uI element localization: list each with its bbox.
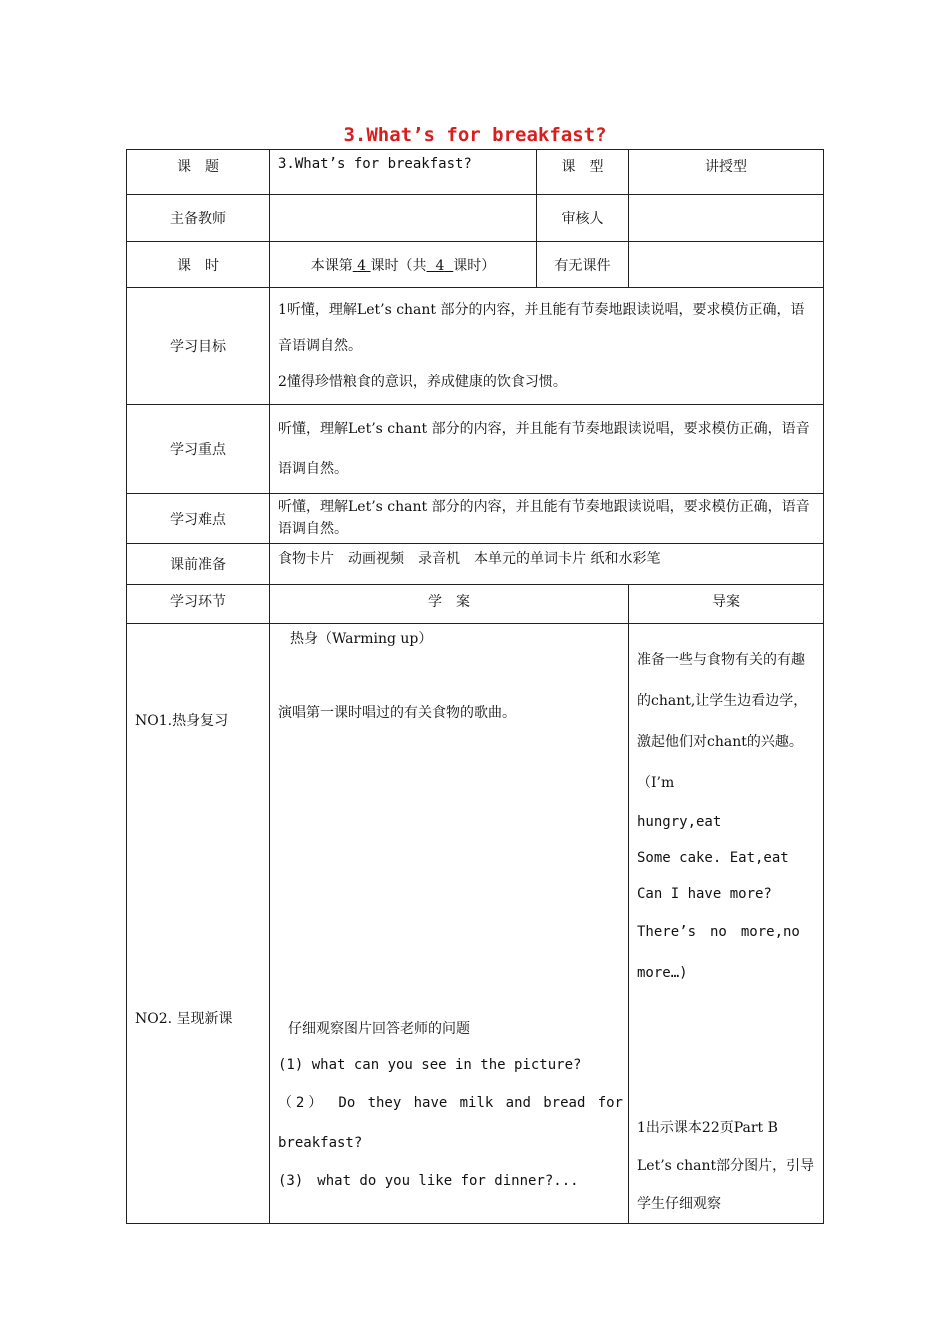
stage-warmup: NO1.热身复习 — [135, 713, 229, 729]
topic-value: 3.What’s for breakfast? — [270, 150, 537, 195]
guide-text-3: Some cake. Eat,eat — [637, 850, 789, 866]
type-value: 讲授型 — [629, 150, 824, 195]
page-title: 3.What’s for breakfast? — [343, 124, 607, 146]
question-1: (1) what can you see in the picture? — [278, 1057, 582, 1073]
guide-text-2: hungry,eat — [637, 814, 722, 830]
key-points-text: 听懂，理解Let’s chant 部分的内容，并且能有节奏地跟读说唱，要求模仿正确，语音语调自然。 — [270, 405, 824, 494]
study-plan-column — [270, 624, 629, 1224]
observe-block — [278, 1011, 623, 1199]
key-points-label: 学习重点 — [127, 405, 270, 494]
guide-plan-header: 导案 — [629, 585, 824, 624]
stage-new-lesson: NO2. 呈现新课 — [135, 1011, 233, 1027]
type-label: 课 型 — [537, 150, 629, 195]
stage-header: 学习环节 — [127, 585, 270, 624]
stage-column — [127, 624, 270, 1224]
difficulties-text: 听懂，理解Let’s chant 部分的内容，并且能有节奏地跟读说唱，要求模仿正确，语音语调自然。 — [270, 494, 824, 544]
prep-label: 课前准备 — [127, 544, 270, 585]
period-total: 4 — [435, 257, 445, 274]
period-label: 课 时 — [127, 242, 270, 288]
courseware-value — [629, 242, 824, 288]
guide-text-1: 准备一些与食物有关的有趣的chant,让学生边看边学，激起他们对chant的兴趣。（I’m — [637, 652, 808, 791]
period-prefix: 本课第 — [310, 257, 353, 274]
guide-text-5: There’s no more,no more…) — [637, 924, 800, 981]
teacher-label: 主备教师 — [127, 195, 270, 242]
study-plan-header: 学 案 — [270, 585, 629, 624]
goal-1: 1听懂，理解Let’s chant 部分的内容，并且能有节奏地跟读说唱，要求模仿正确，语音语调自然。 — [278, 302, 805, 354]
guide-text-4: Can I have more? — [637, 886, 772, 902]
question-3: (3) what do you like for dinner?... — [278, 1173, 579, 1189]
period-value — [270, 242, 537, 288]
period-suffix: 课时） — [453, 257, 496, 274]
goals-content — [270, 288, 824, 405]
guide-plan-column — [629, 624, 824, 1224]
courseware-label: 有无课件 — [537, 242, 629, 288]
warmup-title: 热身（Warming up） — [290, 631, 433, 647]
period-current: 4 — [357, 257, 367, 274]
lesson-plan-table — [126, 149, 824, 1224]
observe-instruction: 仔细观察图片回答老师的问题 — [288, 1021, 470, 1037]
topic-label: 课 题 — [127, 150, 270, 195]
reviewer-value — [629, 195, 824, 242]
prep-text: 食物卡片 动画视频 录音机 本单元的单词卡片 纸和水彩笔 — [270, 544, 824, 585]
teacher-value — [270, 195, 537, 242]
guide-text-6: 1出示课本22页Part B Let’s chant部分图片，引导学生仔细观察 — [637, 1120, 815, 1212]
reviewer-label: 审核人 — [537, 195, 629, 242]
warmup-text: 演唱第一课时唱过的有关食物的歌曲。 — [278, 705, 516, 721]
question-2: （2） Do they have milk and bread for breakfast? — [278, 1095, 623, 1151]
difficulties-label: 学习难点 — [127, 494, 270, 544]
goals-label: 学习目标 — [127, 288, 270, 405]
period-mid: 课时（共 — [370, 257, 427, 274]
goal-2: 2懂得珍惜粮食的意识，养成健康的饮食习惯。 — [278, 374, 567, 390]
